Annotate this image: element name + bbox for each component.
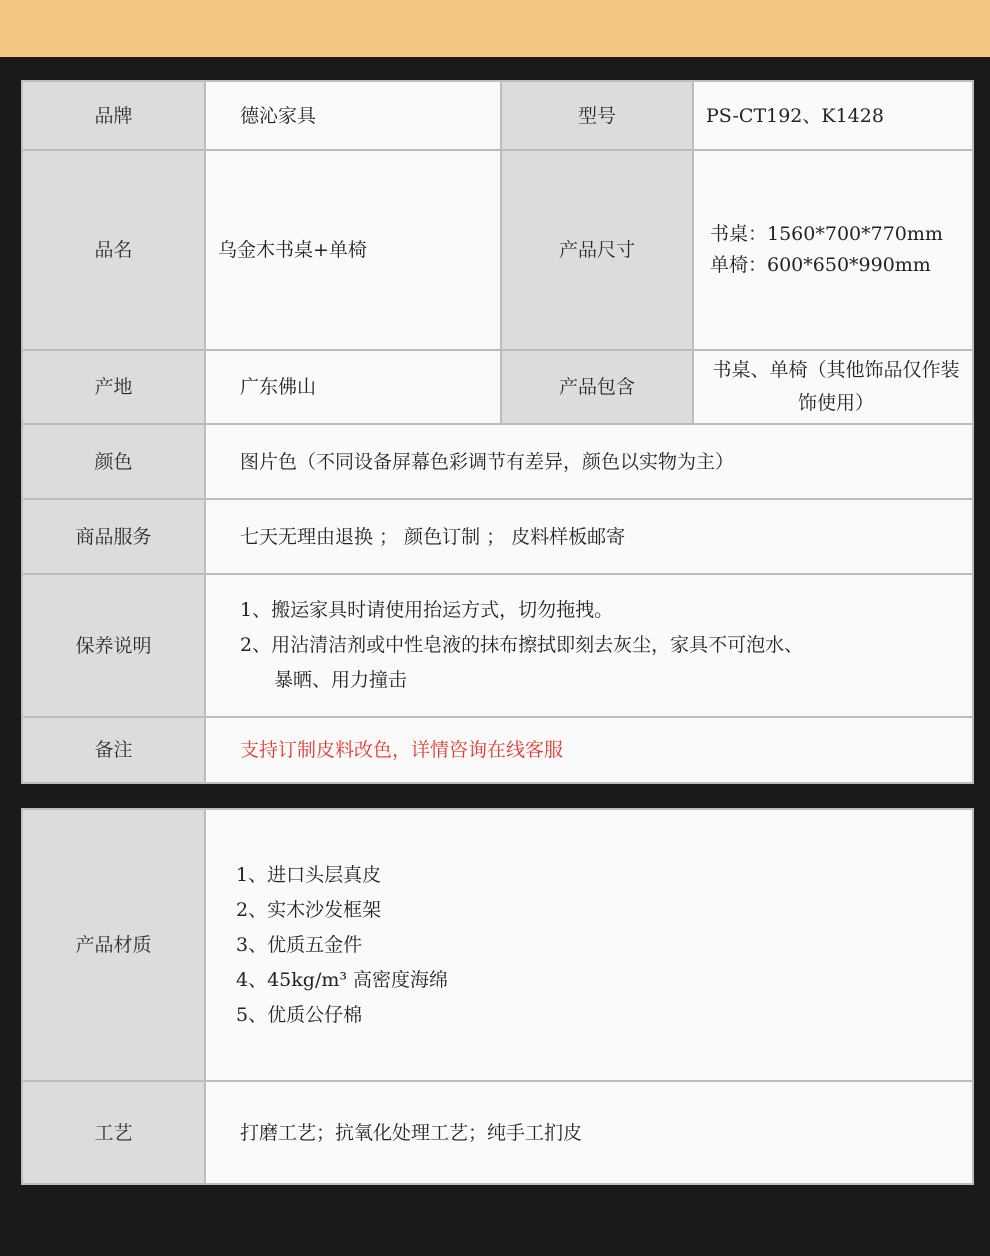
brand-label: 品牌 [22, 81, 205, 150]
care-row [22, 574, 973, 717]
origin-label: 产地 [22, 350, 205, 424]
material-item: 5、优质公仔棉 [236, 1003, 363, 1026]
color-value: 图片色（不同设备屏幕色彩调节有差异，颜色以实物为主） [205, 424, 973, 499]
material-row [22, 809, 973, 1081]
care-label: 保养说明 [22, 574, 205, 717]
material-item: 1、进口头层真皮 [236, 863, 382, 886]
craft-label: 工艺 [22, 1081, 205, 1184]
top-banner-bar [0, 0, 990, 57]
service-label: 商品服务 [22, 499, 205, 574]
include-line-2: 饰使用） [797, 392, 874, 414]
color-row [22, 424, 973, 499]
product-spec-table [21, 80, 974, 784]
name-row [22, 150, 973, 350]
origin-row [22, 350, 973, 424]
material-list [205, 809, 973, 1081]
name-label: 品名 [22, 150, 205, 350]
brand-value: 德沁家具 [205, 81, 501, 150]
note-row [22, 717, 973, 783]
craft-value: 打磨工艺；抗氧化处理工艺；纯手工扪皮 [205, 1081, 973, 1184]
model-value: PS-CT192、K1428 [693, 81, 973, 150]
include-line-1: 书桌、单椅（其他饰品仅作装 [712, 359, 960, 381]
origin-value: 广东佛山 [205, 350, 501, 424]
care-line-1: 1、搬运家具时请使用抬运方式，切勿拖拽。 [240, 599, 614, 621]
size-desk: 书桌：1560*700*770mm [710, 223, 943, 245]
size-chair: 单椅：600*650*990mm [710, 254, 931, 276]
note-label: 备注 [22, 717, 205, 783]
care-line-2: 2、用沾清洁剂或中性皂液的抹布擦拭即刻去灰尘，家具不可泡水、 [240, 634, 804, 656]
service-value: 七天无理由退换 ； 颜色订制 ； 皮料样板邮寄 [205, 499, 973, 574]
material-table [21, 808, 974, 1185]
size-label: 产品尺寸 [501, 150, 693, 350]
material-item: 4、45kg/m³ 高密度海绵 [236, 968, 449, 991]
size-value [693, 150, 973, 350]
craft-row [22, 1081, 973, 1184]
include-label: 产品包含 [501, 350, 693, 424]
care-value [205, 574, 973, 717]
name-value: 乌金木书桌+单椅 [205, 150, 501, 350]
service-row [22, 499, 973, 574]
brand-row [22, 81, 973, 150]
material-label: 产品材质 [22, 809, 205, 1081]
include-value [693, 350, 973, 424]
model-label: 型号 [501, 81, 693, 150]
care-line-3: 暴晒、用力撞击 [274, 669, 408, 691]
material-item: 2、实木沙发框架 [236, 898, 382, 921]
material-item: 3、优质五金件 [236, 933, 363, 956]
note-value: 支持订制皮料改色，详情咨询在线客服 [205, 717, 973, 783]
color-label: 颜色 [22, 424, 205, 499]
